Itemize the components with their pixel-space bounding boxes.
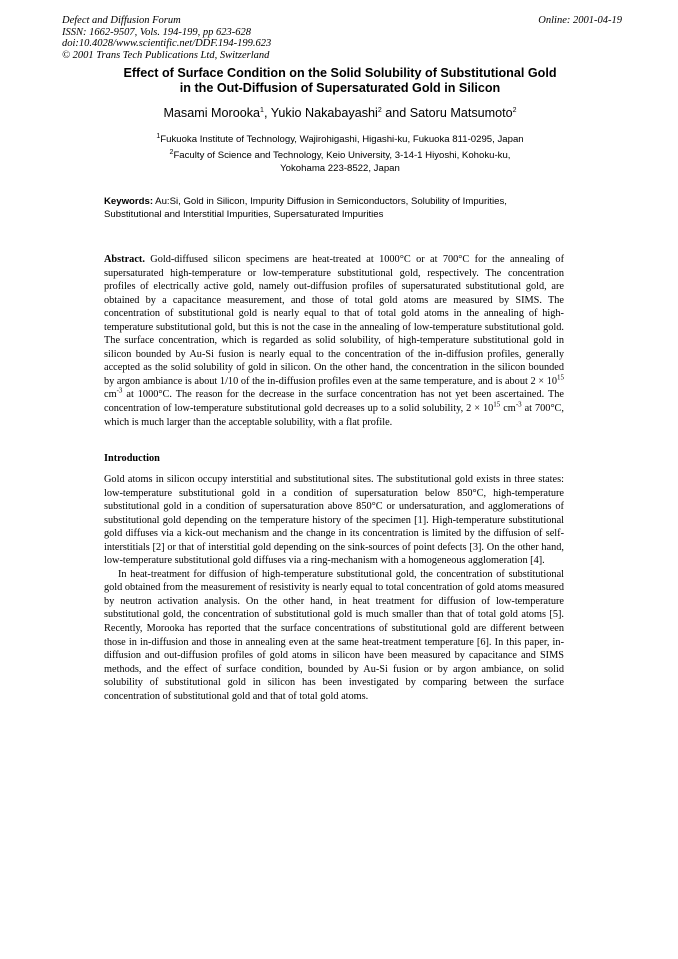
affiliation-2-mark: 2	[169, 148, 174, 156]
abstract-text-2: cm	[104, 389, 117, 401]
affiliation-1	[90, 133, 590, 146]
issn-line: ISSN: 1662-9507, Vols. 194-199, pp 623-628	[62, 26, 251, 38]
title-line-1: Effect of Surface Condition on the Solid Solubility of Substitutional Gold	[123, 66, 557, 80]
author-2-affiliation-mark: 2	[377, 106, 382, 114]
abstract-text-1: Gold-diffused silicon specimens are heat-treated at 1000°C or at 700°C for the annealing of supersaturated high-temperature or low-temperature substitutional gold, respectively. The concentration profiles of electrically active gold, namely out-diffusion profiles of supersaturated substitutional gold, are obtained by a capacitance measurement, and those of total gold atoms are measured by SIMS. The concentration of substitutional gold is nearly equal to that of total gold atoms in the annealing of high-temperature substitutional gold, but this is not the case in the annealing of low-temperature substitutional gold. The surface concentration, which is regarded as solid solubility, of high-temperature substitutional gold in silicon bounded by Au-Si fusion is nearly equal to the concentration of the in-diffusion profiles, generally accepted as the solid solubility of gold in silicon. On the other hand, the concentration in the silicon bounded by argon ambiance is about 1/10 of the in-diffusion profiles even at the same temperature, and is about 2 × 10	[104, 254, 564, 387]
abstract-label: Abstract.	[104, 254, 145, 265]
keywords-label: Keywords:	[104, 196, 154, 207]
author-list	[70, 106, 610, 120]
introduction-body	[104, 473, 564, 703]
author-1: Masami Morooka	[163, 106, 261, 120]
affiliation-1-mark: 1	[156, 132, 161, 140]
author-1-affiliation-mark: 1	[260, 106, 264, 114]
abstract-text-5: at 700°C, which is much larger than the acceptable solubility, with a flat profile.	[104, 403, 565, 428]
keywords-text: Au:Si, Gold in Silicon, Impurity Diffusion in Semiconductors, Solubility of Impurities, Substitutional and Interstitial Impurities, Supersaturated Impurities	[104, 196, 507, 220]
affiliation-2-line-2: Yokohama 223-8522, Japan	[280, 163, 400, 174]
doi-line: doi:10.4028/www.scientific.net/DDF.194-199.623	[62, 38, 272, 49]
abstract-exponent-2: -3	[116, 387, 123, 396]
affiliation-1-text: Fukuoka Institute of Technology, Wajirohigashi, Higashi-ku, Fukuoka 811-0295, Japan	[160, 134, 524, 145]
section-heading-introduction: Introduction	[104, 453, 160, 464]
introduction-paragraph-2: In heat-treatment for diffusion of high-temperature substitutional gold, the concentration of substitutional gold obtained from the measurement of resistivity is nearly equal to total concentration of gold atoms measured by neutron activation analysis. On the other hand, in heat treatment for diffusion of low-temperature substitutional gold, the concentration of substitutional gold is much smaller than that of total gold atoms [5]. Recently, Morooka has reported that the surface concentrations of substitutional gold are different between those in in-diffusion and those in annealing even at the same heat-treatment temperature [6]. In this paper, in-diffusion and out-diffusion profiles of gold atoms in silicon have been measured by capacitance and SIMS methods, and the effect of surface condition, bounded by Au-Si fusion or by argon ambiance, on solid solubility of substitutional gold in silicon has been investigated by comparing between the surface concentration of substitutional gold and that of total gold atoms.	[104, 568, 564, 702]
abstract-exponent-1: 15	[557, 373, 564, 382]
copyright-line: © 2001 Trans Tech Publications Ltd, Switzerland	[62, 49, 270, 61]
affiliation-2	[90, 149, 590, 175]
affiliation-2-line-1: Faculty of Science and Technology, Keio University, 3-14-1 Hiyoshi, Kohoku-ku,	[173, 150, 511, 161]
author-3: and Satoru Matsumoto	[381, 106, 513, 120]
abstract-text-3: at 1000°C. The reason for the decrease in the surface concentration has not yet been ascertained. The concentration of low-temperature substitutional gold decreases up to a solid solubility, 2 × 10	[104, 389, 564, 415]
paper-title	[70, 66, 610, 96]
author-2: , Yukio Nakabayashi	[263, 106, 378, 120]
title-line-2: in the Out-Diffusion of Supersaturated Gold in Silicon	[179, 81, 501, 95]
keywords	[104, 195, 564, 221]
journal-header	[62, 15, 622, 61]
abstract-exponent-3: 15	[493, 400, 501, 409]
abstract	[104, 253, 564, 429]
journal-name: Defect and Diffusion Forum	[62, 15, 181, 26]
online-date: Online: 2001-04-19	[538, 15, 622, 26]
abstract-exponent-4: -3	[515, 400, 522, 409]
introduction-paragraph-1: Gold atoms in silicon occupy interstitial and substitutional sites. The substitutional gold exists in three states: low-temperature substitutional gold in a condition of supersaturation below 850°C, high-temperature substitutional gold in a condition of supersaturation above 850°C or undersaturation, and agglomerations of substitutional gold depending on the temperature history of the specimen [1]. High-temperature substitutional gold diffuses via a kick-out mechanism and the change in its concentration is limited by the diffusion of self-interstitials [2] or that of interstitial gold depending on the sink-sources of point defects [3]. On the other hand, low-temperature substitutional gold diffuses via a ring-mechanism with a homogeneous agglomeration [4].	[104, 474, 564, 567]
abstract-text-4: cm	[500, 403, 516, 415]
author-3-affiliation-mark: 2	[512, 106, 517, 114]
